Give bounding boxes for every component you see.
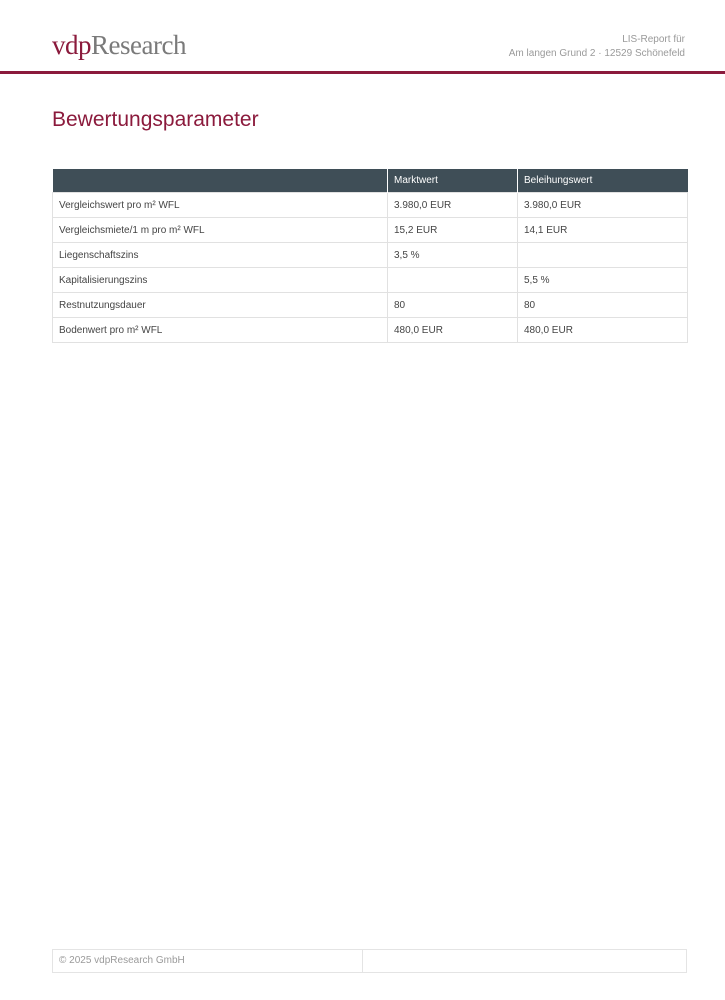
parameter-label: Vergleichsmiete/1 m pro m² WFL bbox=[53, 218, 388, 243]
footer-copyright: © 2025 vdpResearch GmbH bbox=[53, 950, 363, 972]
table-row bbox=[53, 218, 688, 243]
report-meta bbox=[509, 33, 685, 61]
table-row bbox=[53, 268, 688, 293]
beleihungswert-value: 3.980,0 EUR bbox=[518, 193, 688, 218]
report-label: LIS-Report für bbox=[622, 34, 685, 45]
marktwert-value bbox=[388, 268, 518, 293]
table-row bbox=[53, 193, 688, 218]
footer-empty-cell bbox=[363, 950, 686, 972]
logo-research: Research bbox=[91, 30, 186, 60]
column-header-beleihungswert: Beleihungswert bbox=[518, 169, 688, 193]
parameter-label: Liegenschaftszins bbox=[53, 243, 388, 268]
parameter-label: Kapitalisierungszins bbox=[53, 268, 388, 293]
parameter-label: Vergleichswert pro m² WFL bbox=[53, 193, 388, 218]
parameter-label: Restnutzungsdauer bbox=[53, 293, 388, 318]
marktwert-value: 80 bbox=[388, 293, 518, 318]
marktwert-value: 15,2 EUR bbox=[388, 218, 518, 243]
beleihungswert-value: 14,1 EUR bbox=[518, 218, 688, 243]
parameter-label: Bodenwert pro m² WFL bbox=[53, 318, 388, 343]
page-title: Bewertungsparameter bbox=[52, 108, 259, 131]
vdpresearch-logo bbox=[52, 30, 186, 60]
table-row bbox=[53, 318, 688, 343]
valuation-parameters-table bbox=[52, 169, 688, 343]
column-header-marktwert: Marktwert bbox=[388, 169, 518, 193]
report-address: Am langen Grund 2 · 12529 Schönefeld bbox=[508, 48, 685, 59]
marktwert-value: 480,0 EUR bbox=[388, 318, 518, 343]
header-divider bbox=[0, 71, 725, 74]
beleihungswert-value: 5,5 % bbox=[518, 268, 688, 293]
beleihungswert-value: 80 bbox=[518, 293, 688, 318]
page-footer bbox=[52, 949, 687, 973]
beleihungswert-value: 480,0 EUR bbox=[518, 318, 688, 343]
beleihungswert-value bbox=[518, 243, 688, 268]
column-header-parameter bbox=[53, 169, 388, 193]
page-header bbox=[0, 0, 725, 74]
marktwert-value: 3,5 % bbox=[388, 243, 518, 268]
table-row bbox=[53, 243, 688, 268]
logo-vdp: vdp bbox=[52, 30, 91, 60]
table-header-row bbox=[53, 169, 688, 193]
marktwert-value: 3.980,0 EUR bbox=[388, 193, 518, 218]
table-row bbox=[53, 293, 688, 318]
